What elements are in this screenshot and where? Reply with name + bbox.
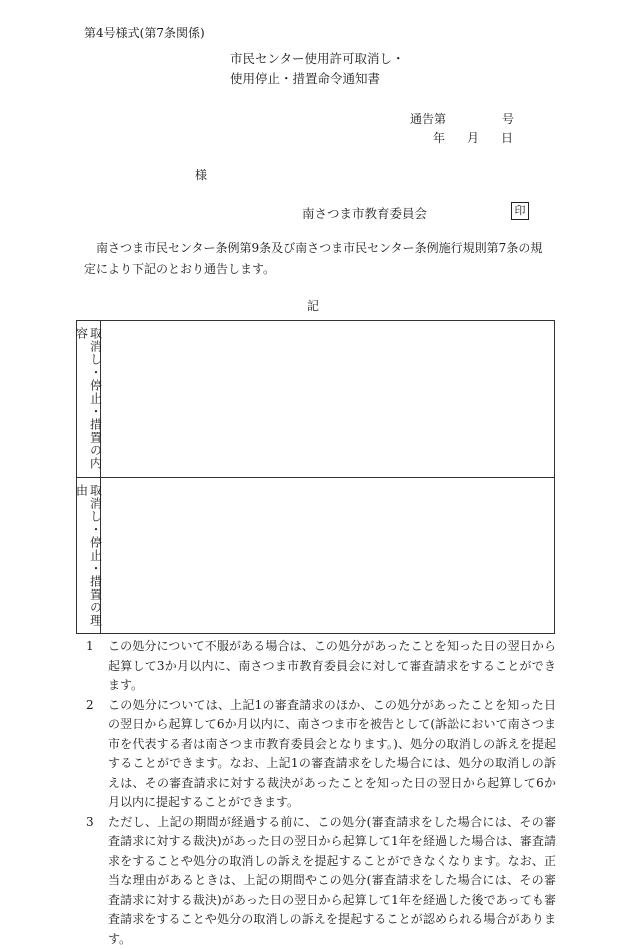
title-line-2: 使用停止・措置命令通知書: [230, 69, 405, 89]
table-row-reason: [77, 478, 554, 633]
row-label-reason: [77, 478, 101, 633]
year-label: 年: [433, 129, 445, 146]
row-label-content: [77, 321, 101, 477]
notice-number-suffix: 号: [502, 112, 514, 126]
notice-number-label: 通告第: [410, 112, 446, 126]
seal-mark: 印: [511, 202, 529, 220]
note-item: [86, 637, 556, 696]
issuer-name: 南さつま市教育委員会: [302, 204, 427, 222]
table-row-content: [77, 321, 554, 478]
note-text: この処分については、上記1の審査請求のほか、この処分があったことを知った日の翌日から起算して6か月以内に、南さつま市を被告として(訴訟において南さつま市を代表する者は南さつま市教育委員会となります。)、処分の取消しの訴えを提起することができます。なお、上記1の審査請求をした場合には、処分の取消しの訴えは、その審査請求に対する裁決があったことを知った日の翌日から起算して6か月以内に提起することができます。: [108, 696, 556, 813]
notes-list: [86, 637, 556, 949]
notice-number: [410, 110, 514, 127]
document-title: [230, 49, 405, 89]
row-value-content: [101, 321, 554, 477]
note-item: [86, 696, 556, 813]
details-table: [76, 320, 555, 634]
note-text: この処分について不服がある場合は、この処分があったことを知った日の翌日から起算して3か月以内に、南さつま市教育委員会に対して審査請求をすることができます。: [108, 637, 556, 696]
note-number: 3: [86, 813, 108, 949]
addressee-honorific: 様: [195, 166, 207, 183]
note-item: [86, 813, 556, 949]
row-label-content-text: 取消し・停止・措置の内容: [75, 327, 103, 477]
form-number: 第4号様式(第7条関係): [84, 24, 205, 41]
note-text: ただし、上記の期間が経過する前に、この処分(審査請求をした場合には、その審査請求に対する裁決)があった日の翌日から起算して1年を経過した場合は、審査請求をすることや処分の取消しの訴えを提起することができなくなります。なお、正当な理由があるときは、上記の期間やこの処分(審査請求をした場合には、その審査請求に対する裁決)があった日の翌日から起算して1年を経過した後であっても審査請求をすることや処分の取消しの訴えを提起することが認められる場合があります。: [108, 813, 556, 949]
note-number: 2: [86, 696, 108, 813]
body-paragraph: 南さつま市民センター条例第9条及び南さつま市民センター条例施行規則第7条の規定により下記のとおり通告します。: [84, 238, 554, 280]
ki-heading: 記: [307, 297, 319, 314]
note-number: 1: [86, 637, 108, 696]
month-label: 月: [467, 129, 479, 146]
row-value-reason: [101, 478, 554, 633]
row-label-reason-text: 取消し・停止・措置の理由: [75, 484, 103, 633]
day-label: 日: [501, 129, 513, 146]
notice-date: [433, 129, 513, 146]
title-line-1: 市民センター使用許可取消し・: [230, 49, 405, 69]
